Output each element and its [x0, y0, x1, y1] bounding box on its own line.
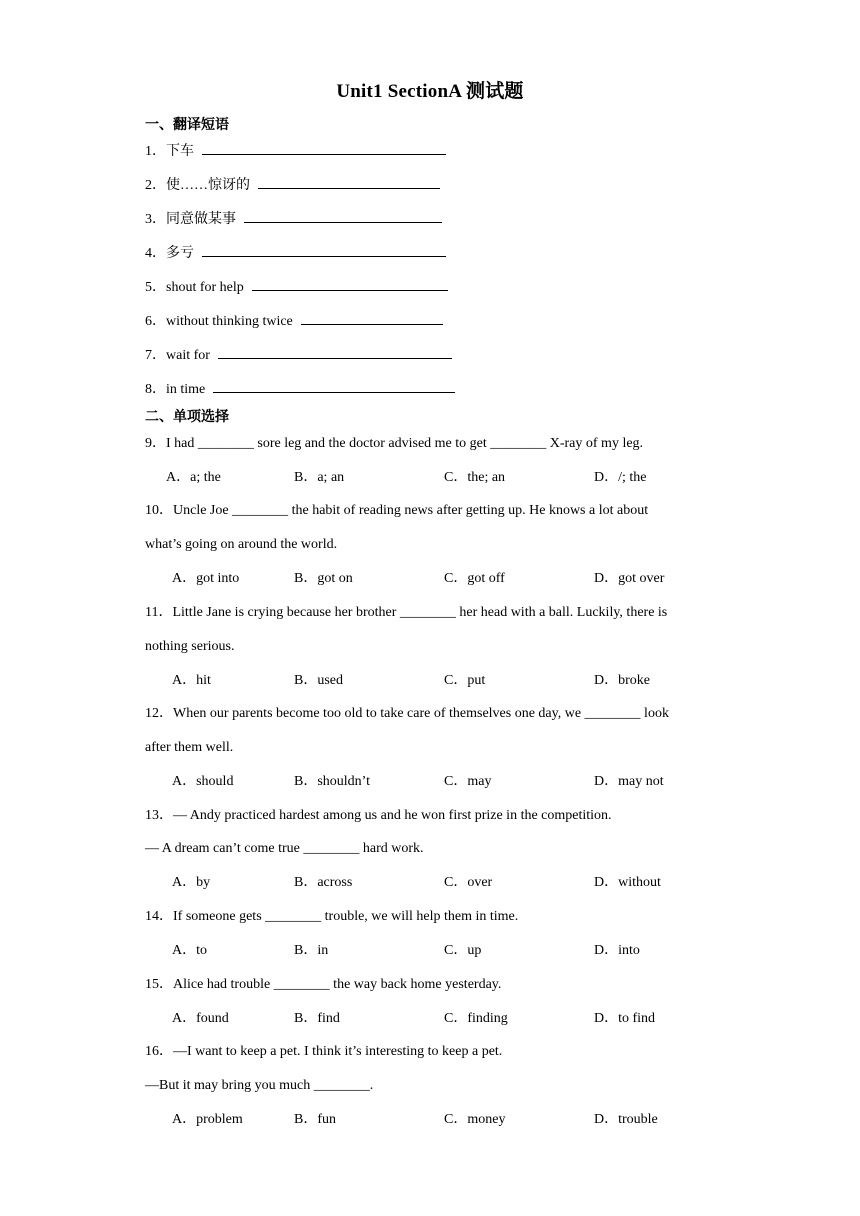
question-text: 13．— Andy practiced hardest among us and he won first prize in the competition. — [145, 808, 612, 823]
question-text: 12．When our parents become too old to take care of themselves one day, we ________ look — [145, 706, 669, 721]
question-text-continued: nothing serious. — [145, 639, 235, 654]
answer-blank[interactable] — [202, 141, 446, 155]
answer-blank[interactable] — [202, 243, 446, 257]
question-text-continued: after them well. — [145, 740, 234, 755]
section-heading-choice: 二、单项选择 — [145, 409, 229, 425]
option-a[interactable]: A．got into — [172, 571, 240, 586]
section-heading-translate: 一、翻译短语 — [145, 117, 229, 133]
option-d[interactable]: D．may not — [594, 774, 664, 789]
option-d[interactable]: D．without — [594, 875, 661, 890]
option-c[interactable]: C．finding — [444, 1011, 508, 1026]
option-c[interactable]: C．over — [444, 875, 493, 890]
answer-blank[interactable] — [213, 379, 455, 393]
option-a[interactable]: A．should — [172, 774, 234, 789]
answer-blank[interactable] — [218, 345, 452, 359]
question-text: 9．I had ________ sore leg and the doctor advised me to get ________ X-ray of my leg. — [145, 436, 644, 451]
question-text: 10．Uncle Joe ________ the habit of reading news after getting up. He knows a lot about — [145, 503, 649, 518]
option-d[interactable]: D．got over — [594, 571, 665, 586]
question-text-continued: —But it may bring you much ________. — [145, 1078, 374, 1093]
option-a[interactable]: A．found — [172, 1011, 229, 1026]
option-b[interactable]: B．got on — [294, 571, 353, 586]
translate-item: 1．下车 — [145, 141, 446, 161]
option-b[interactable]: B．find — [294, 1011, 340, 1026]
translate-item: 8．in time — [145, 379, 455, 399]
option-c[interactable]: C．got off — [444, 571, 505, 586]
option-a[interactable]: A．hit — [172, 673, 211, 688]
option-d[interactable]: D．/; the — [594, 470, 647, 485]
translate-item: 2．使……惊讶的 — [145, 175, 440, 195]
option-a[interactable]: A．by — [172, 875, 211, 890]
question-text: 15．Alice had trouble ________ the way back home yesterday. — [145, 977, 502, 992]
option-b[interactable]: B．across — [294, 875, 353, 890]
question-text: 11．Little Jane is crying because her brother ________ her head with a ball. Luckily, there is — [145, 605, 668, 620]
option-c[interactable]: C．put — [444, 673, 486, 688]
option-d[interactable]: D．to find — [594, 1011, 656, 1026]
option-a[interactable]: A．problem — [172, 1112, 243, 1127]
question-text-continued: — A dream can’t come true ________ hard work. — [145, 841, 424, 856]
translate-item: 4．多亏 — [145, 243, 446, 263]
answer-blank[interactable] — [244, 209, 442, 223]
option-c[interactable]: C．up — [444, 943, 482, 958]
option-c[interactable]: C．money — [444, 1112, 506, 1127]
question-text: 16．—I want to keep a pet. I think it’s interesting to keep a pet. — [145, 1044, 503, 1059]
option-a[interactable]: A．a; the — [166, 470, 221, 485]
answer-blank[interactable] — [252, 277, 448, 291]
option-b[interactable]: B．a; an — [294, 470, 345, 485]
translate-item: 7．wait for — [145, 345, 452, 365]
option-a[interactable]: A．to — [172, 943, 207, 958]
option-d[interactable]: D．broke — [594, 673, 650, 688]
page-title: Unit1 SectionA 测试题 — [336, 81, 524, 102]
translate-item: 3．同意做某事 — [145, 209, 442, 229]
translate-item: 5．shout for help — [145, 277, 448, 297]
translate-item: 6．without thinking twice — [145, 311, 443, 331]
option-b[interactable]: B．shouldn’t — [294, 774, 370, 789]
option-b[interactable]: B．fun — [294, 1112, 336, 1127]
option-d[interactable]: D．into — [594, 943, 640, 958]
answer-blank[interactable] — [301, 311, 443, 325]
answer-blank[interactable] — [258, 175, 440, 189]
option-b[interactable]: B．used — [294, 673, 343, 688]
option-c[interactable]: C．may — [444, 774, 492, 789]
question-text: 14．If someone gets ________ trouble, we will help them in time. — [145, 909, 519, 924]
option-b[interactable]: B．in — [294, 943, 329, 958]
question-text-continued: what’s going on around the world. — [145, 537, 338, 552]
option-d[interactable]: D．trouble — [594, 1112, 658, 1127]
option-c[interactable]: C．the; an — [444, 470, 506, 485]
